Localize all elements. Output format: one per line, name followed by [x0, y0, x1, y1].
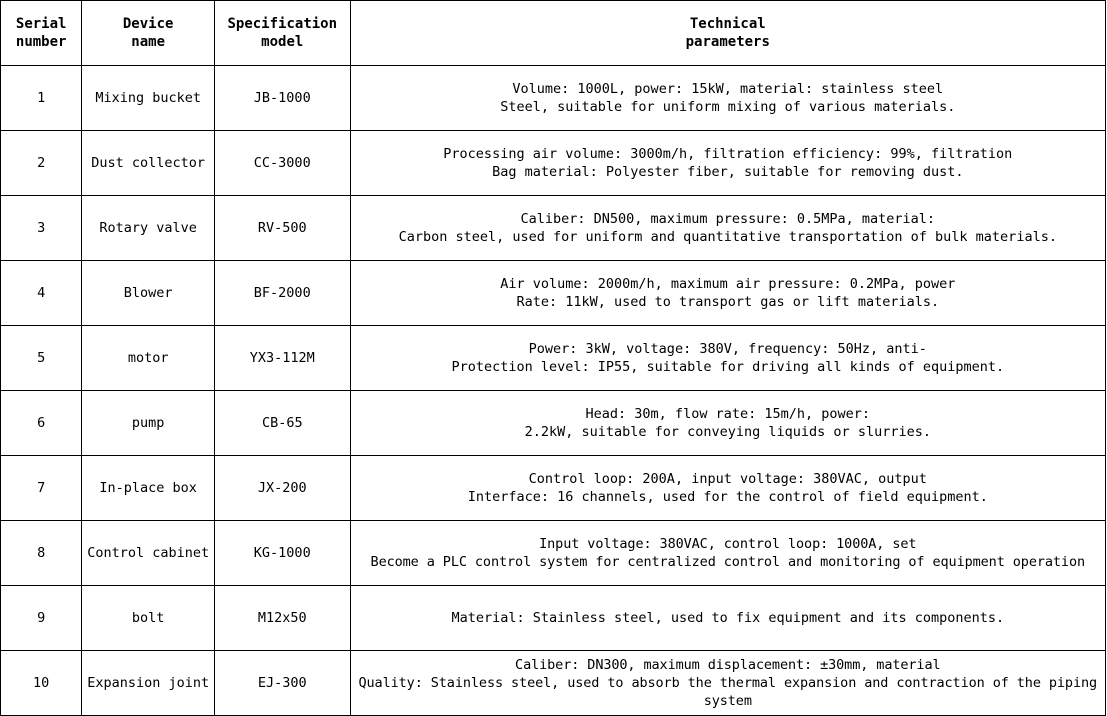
- cell-device: Mixing bucket: [82, 66, 215, 131]
- cell-device: In-place box: [82, 456, 215, 521]
- cell-model: BF-2000: [214, 261, 350, 326]
- params-line: Processing air volume: 3000m/h, filtration efficiency: 99%, filtration: [443, 146, 1013, 162]
- table-row: [1, 196, 1106, 261]
- cell-serial: 6: [1, 391, 82, 456]
- params-line: Material: Stainless steel, used to fix equipment and its components.: [451, 610, 1005, 626]
- table-row: [1, 651, 1106, 716]
- table-row: [1, 391, 1106, 456]
- cell-params: [350, 131, 1105, 196]
- cell-device: Control cabinet: [82, 521, 215, 586]
- cell-params: [350, 586, 1105, 651]
- cell-params: [350, 651, 1105, 716]
- table-row: [1, 326, 1106, 391]
- cell-serial: 5: [1, 326, 82, 391]
- cell-serial: 3: [1, 196, 82, 261]
- cell-model: EJ-300: [214, 651, 350, 716]
- cell-params: [350, 391, 1105, 456]
- header-serial-line-2: number: [15, 34, 67, 50]
- cell-model: CC-3000: [214, 131, 350, 196]
- params-line: Head: 30m, flow rate: 15m/h, power:: [585, 406, 871, 422]
- cell-serial: 9: [1, 586, 82, 651]
- header-specification-model: [214, 1, 350, 66]
- header-device-line-1: Device: [122, 16, 174, 32]
- cell-device: Expansion joint: [82, 651, 215, 716]
- cell-serial: 8: [1, 521, 82, 586]
- params-line: Input voltage: 380VAC, control loop: 1000A, set: [539, 536, 917, 552]
- params-line: Quality: Stainless steel, used to absorb the thermal expansion and contraction of the piping: [358, 675, 1098, 691]
- cell-device: Rotary valve: [82, 196, 215, 261]
- params-line: Caliber: DN500, maximum pressure: 0.5MPa, material:: [520, 211, 936, 227]
- params-line: Carbon steel, used for uniform and quantitative transportation of bulk materials.: [398, 229, 1057, 245]
- cell-serial: 2: [1, 131, 82, 196]
- cell-model: KG-1000: [214, 521, 350, 586]
- params-line: system: [703, 693, 752, 709]
- params-line: Control loop: 200A, input voltage: 380VAC, output: [528, 471, 927, 487]
- table-row: [1, 521, 1106, 586]
- header-device-name: [82, 1, 215, 66]
- cell-params: [350, 66, 1105, 131]
- cell-params: [350, 261, 1105, 326]
- table-row: [1, 66, 1106, 131]
- cell-device: Blower: [82, 261, 215, 326]
- header-spec-line-1: Specification: [227, 16, 338, 32]
- params-line: Air volume: 2000m/h, maximum air pressure: 0.2MPa, power: [500, 276, 956, 292]
- params-line: Interface: 16 channels, used for the control of field equipment.: [467, 489, 988, 505]
- params-line: Power: 3kW, voltage: 380V, frequency: 50Hz, anti-: [528, 341, 927, 357]
- table-row: [1, 261, 1106, 326]
- cell-model: YX3-112M: [214, 326, 350, 391]
- cell-params: [350, 521, 1105, 586]
- cell-device: Dust collector: [82, 131, 215, 196]
- cell-model: RV-500: [214, 196, 350, 261]
- params-line: Bag material: Polyester fiber, suitable for removing dust.: [492, 164, 964, 180]
- cell-params: [350, 456, 1105, 521]
- cell-model: JB-1000: [214, 66, 350, 131]
- table-row: [1, 586, 1106, 651]
- cell-serial: 7: [1, 456, 82, 521]
- cell-model: CB-65: [214, 391, 350, 456]
- cell-params: [350, 326, 1105, 391]
- header-serial-number: [1, 1, 82, 66]
- params-line: 2.2kW, suitable for conveying liquids or slurries.: [524, 424, 931, 440]
- cell-serial: 4: [1, 261, 82, 326]
- table-row: [1, 456, 1106, 521]
- params-line: Become a PLC control system for centralized control and monitoring of equipment operation: [370, 554, 1086, 570]
- header-params-line-1: Technical: [689, 16, 766, 32]
- cell-serial: 1: [1, 66, 82, 131]
- params-line: Volume: 1000L, power: 15kW, material: stainless steel: [512, 81, 944, 97]
- cell-model: M12x50: [214, 586, 350, 651]
- params-line: Caliber: DN300, maximum displacement: ±30mm, material: [515, 657, 941, 673]
- cell-serial: 10: [1, 651, 82, 716]
- cell-device: bolt: [82, 586, 215, 651]
- header-device-line-2: name: [131, 34, 166, 50]
- header-row: [1, 1, 1106, 66]
- params-line: Steel, suitable for uniform mixing of various materials.: [500, 99, 956, 115]
- header-serial-line-1: Serial: [15, 16, 67, 32]
- cell-device: pump: [82, 391, 215, 456]
- table-row: [1, 131, 1106, 196]
- header-spec-line-2: model: [261, 34, 304, 50]
- cell-params: [350, 196, 1105, 261]
- header-technical-parameters: [350, 1, 1105, 66]
- cell-model: JX-200: [214, 456, 350, 521]
- params-line: Rate: 11kW, used to transport gas or lift materials.: [516, 294, 940, 310]
- cell-device: motor: [82, 326, 215, 391]
- params-line: Protection level: IP55, suitable for driving all kinds of equipment.: [451, 359, 1005, 375]
- table-body: [1, 66, 1106, 716]
- table-header: [1, 1, 1106, 66]
- header-params-line-2: parameters: [685, 34, 770, 50]
